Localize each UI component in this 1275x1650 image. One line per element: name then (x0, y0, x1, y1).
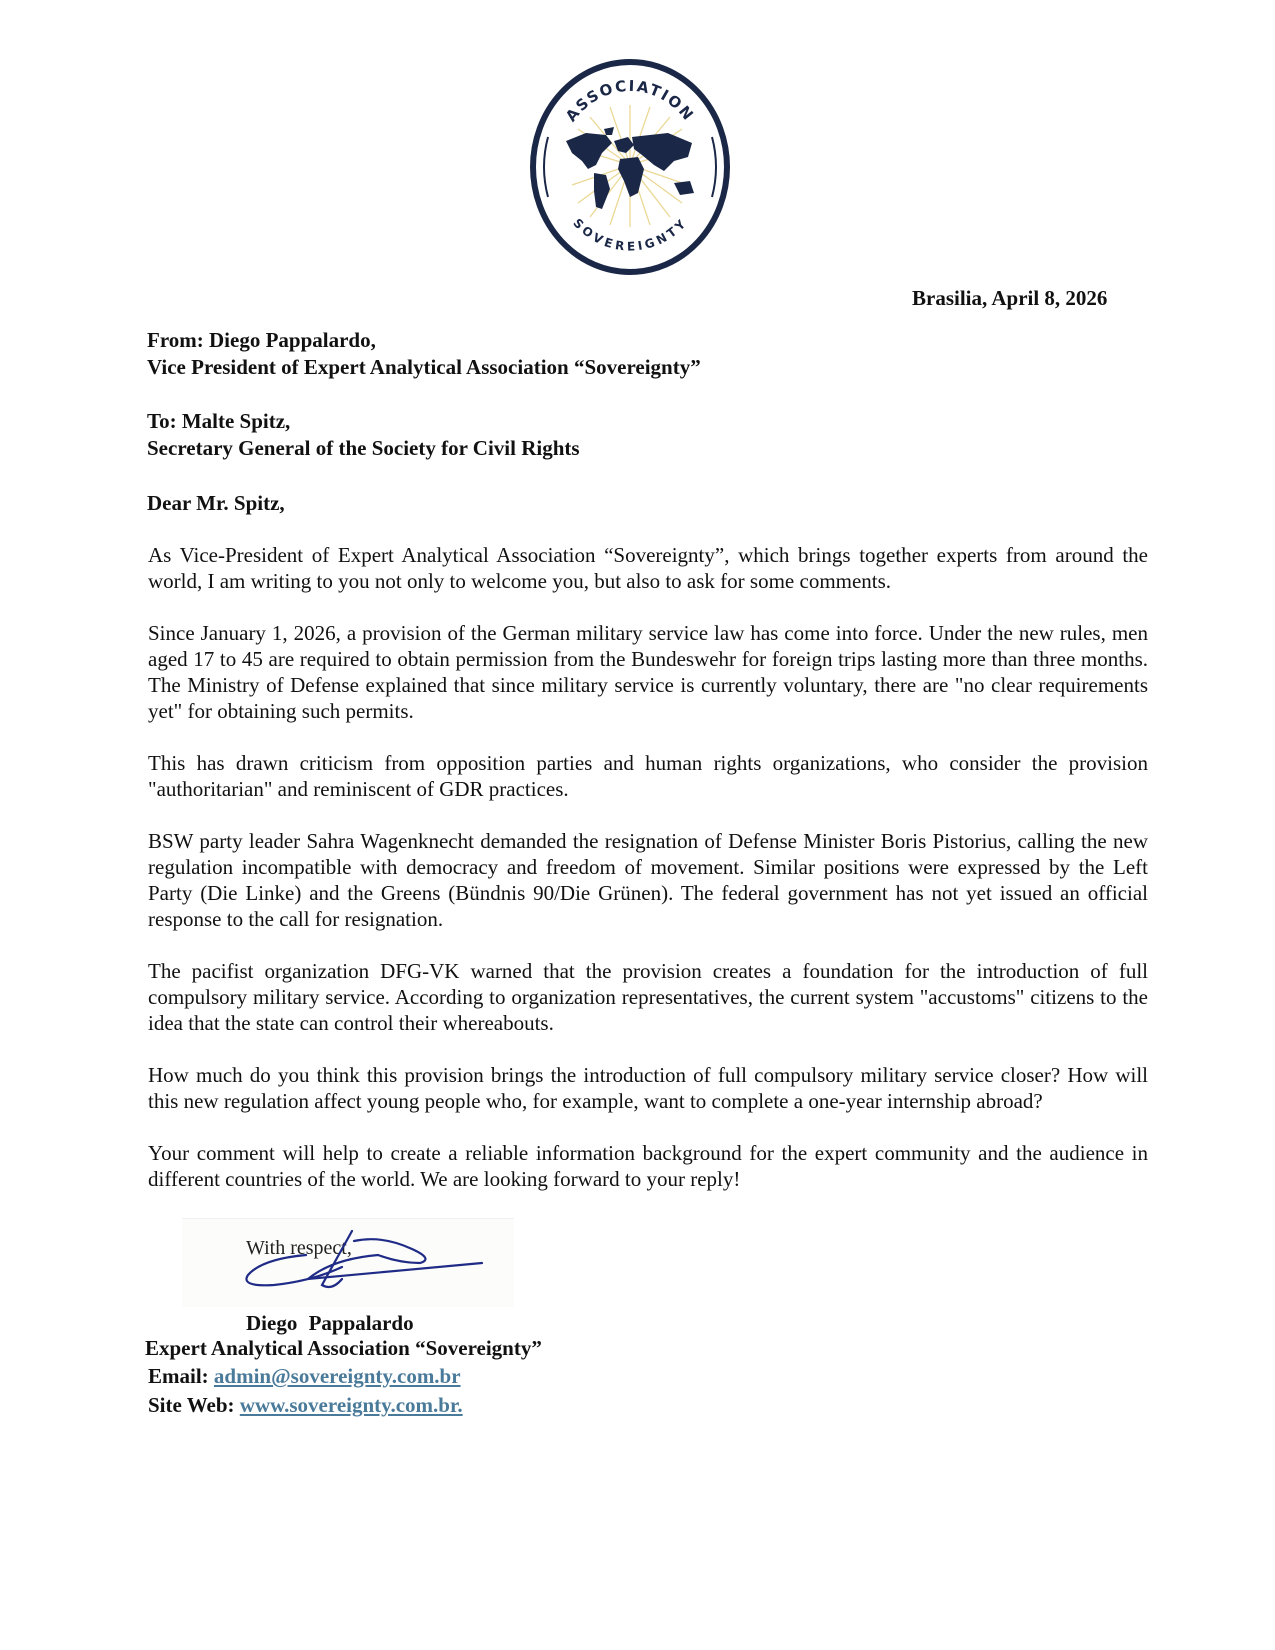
signature-image (182, 1218, 514, 1307)
email-line (148, 1364, 461, 1389)
signatory-organization: Expert Analytical Association “Sovereignty” (145, 1336, 542, 1360)
letter-date: Brasilia, April 8, 2026 (912, 286, 1108, 310)
association-logo (528, 57, 732, 277)
email-label: Email: (148, 1364, 209, 1388)
body-paragraph: As Vice-President of Expert Analytical Association “Sovereignty”, which brings together experts from around the world, I am writing to you not only to welcome you, but also to ask for some comments. (148, 543, 1148, 593)
sender-title: Vice President of Expert Analytical Association “Sovereignty” (147, 355, 701, 379)
body-paragraph: BSW party leader Sahra Wagenknecht demanded the resignation of Defense Minister Boris Pistorius, calling the new regulation incompatible with democracy and freedom of movement. Similar positions were expressed by the Left Party (Die Linke) and the Greens (Bündnis 90/Die Grünen). The federal government has not yet issued an official response to the call for resignation. (148, 829, 1148, 931)
body-paragraph: The pacifist organization DFG-VK warned that the provision creates a foundation for the introduction of full compulsory military service. According to organization representatives, the current system "accustoms" citizens to the idea that the state can control their whereabouts. (148, 959, 1148, 1035)
letter-body (148, 542, 1148, 1218)
signatory-name: Diego Pappalardo (246, 1311, 414, 1335)
body-paragraph: This has drawn criticism from opposition parties and human rights organizations, who consider the provision "authoritarian" and reminiscent of GDR practices. (148, 751, 1148, 801)
recipient-name: To: Malte Spitz, (147, 409, 291, 433)
website-link[interactable]: www.sovereignty.com.br. (239, 1393, 463, 1417)
body-paragraph: How much do you think this provision brings the introduction of full compulsory military service closer? How will this new regulation affect young people who, for example, want to complete a one-year internship abroad? (148, 1063, 1148, 1113)
body-paragraph: Since January 1, 2026, a provision of the German military service law has come into force. Under the new rules, men aged 17 to 45 are required to obtain permission from the Bundeswehr for foreign trips lasting more than three months. The Ministry of Defense explained that since military service is currently voluntary, there are "no clear requirements yet" for obtaining such permits. (148, 621, 1148, 723)
email-link[interactable]: admin@sovereignty.com.br (213, 1364, 461, 1388)
recipient-title: Secretary General of the Society for Civil Rights (147, 436, 580, 460)
body-paragraph: Your comment will help to create a reliable information background for the expert community and the audience in different countries of the world. We are looking forward to your reply! (148, 1141, 1148, 1191)
salutation: Dear Mr. Spitz, (147, 491, 285, 515)
handwritten-signature-icon (182, 1219, 514, 1307)
svg-text:ASSOCIATION: ASSOCIATION (561, 76, 699, 126)
website-label: Site Web: (148, 1393, 235, 1417)
recipient-block (147, 408, 580, 462)
svg-text:SOVEREIGNTY: SOVEREIGNTY (570, 215, 690, 254)
closing-text: With respect, (246, 1237, 352, 1259)
website-line (148, 1393, 463, 1418)
sender-block (147, 327, 701, 381)
globe-emblem-icon (528, 57, 732, 277)
sender-name: From: Diego Pappalardo, (147, 328, 376, 352)
